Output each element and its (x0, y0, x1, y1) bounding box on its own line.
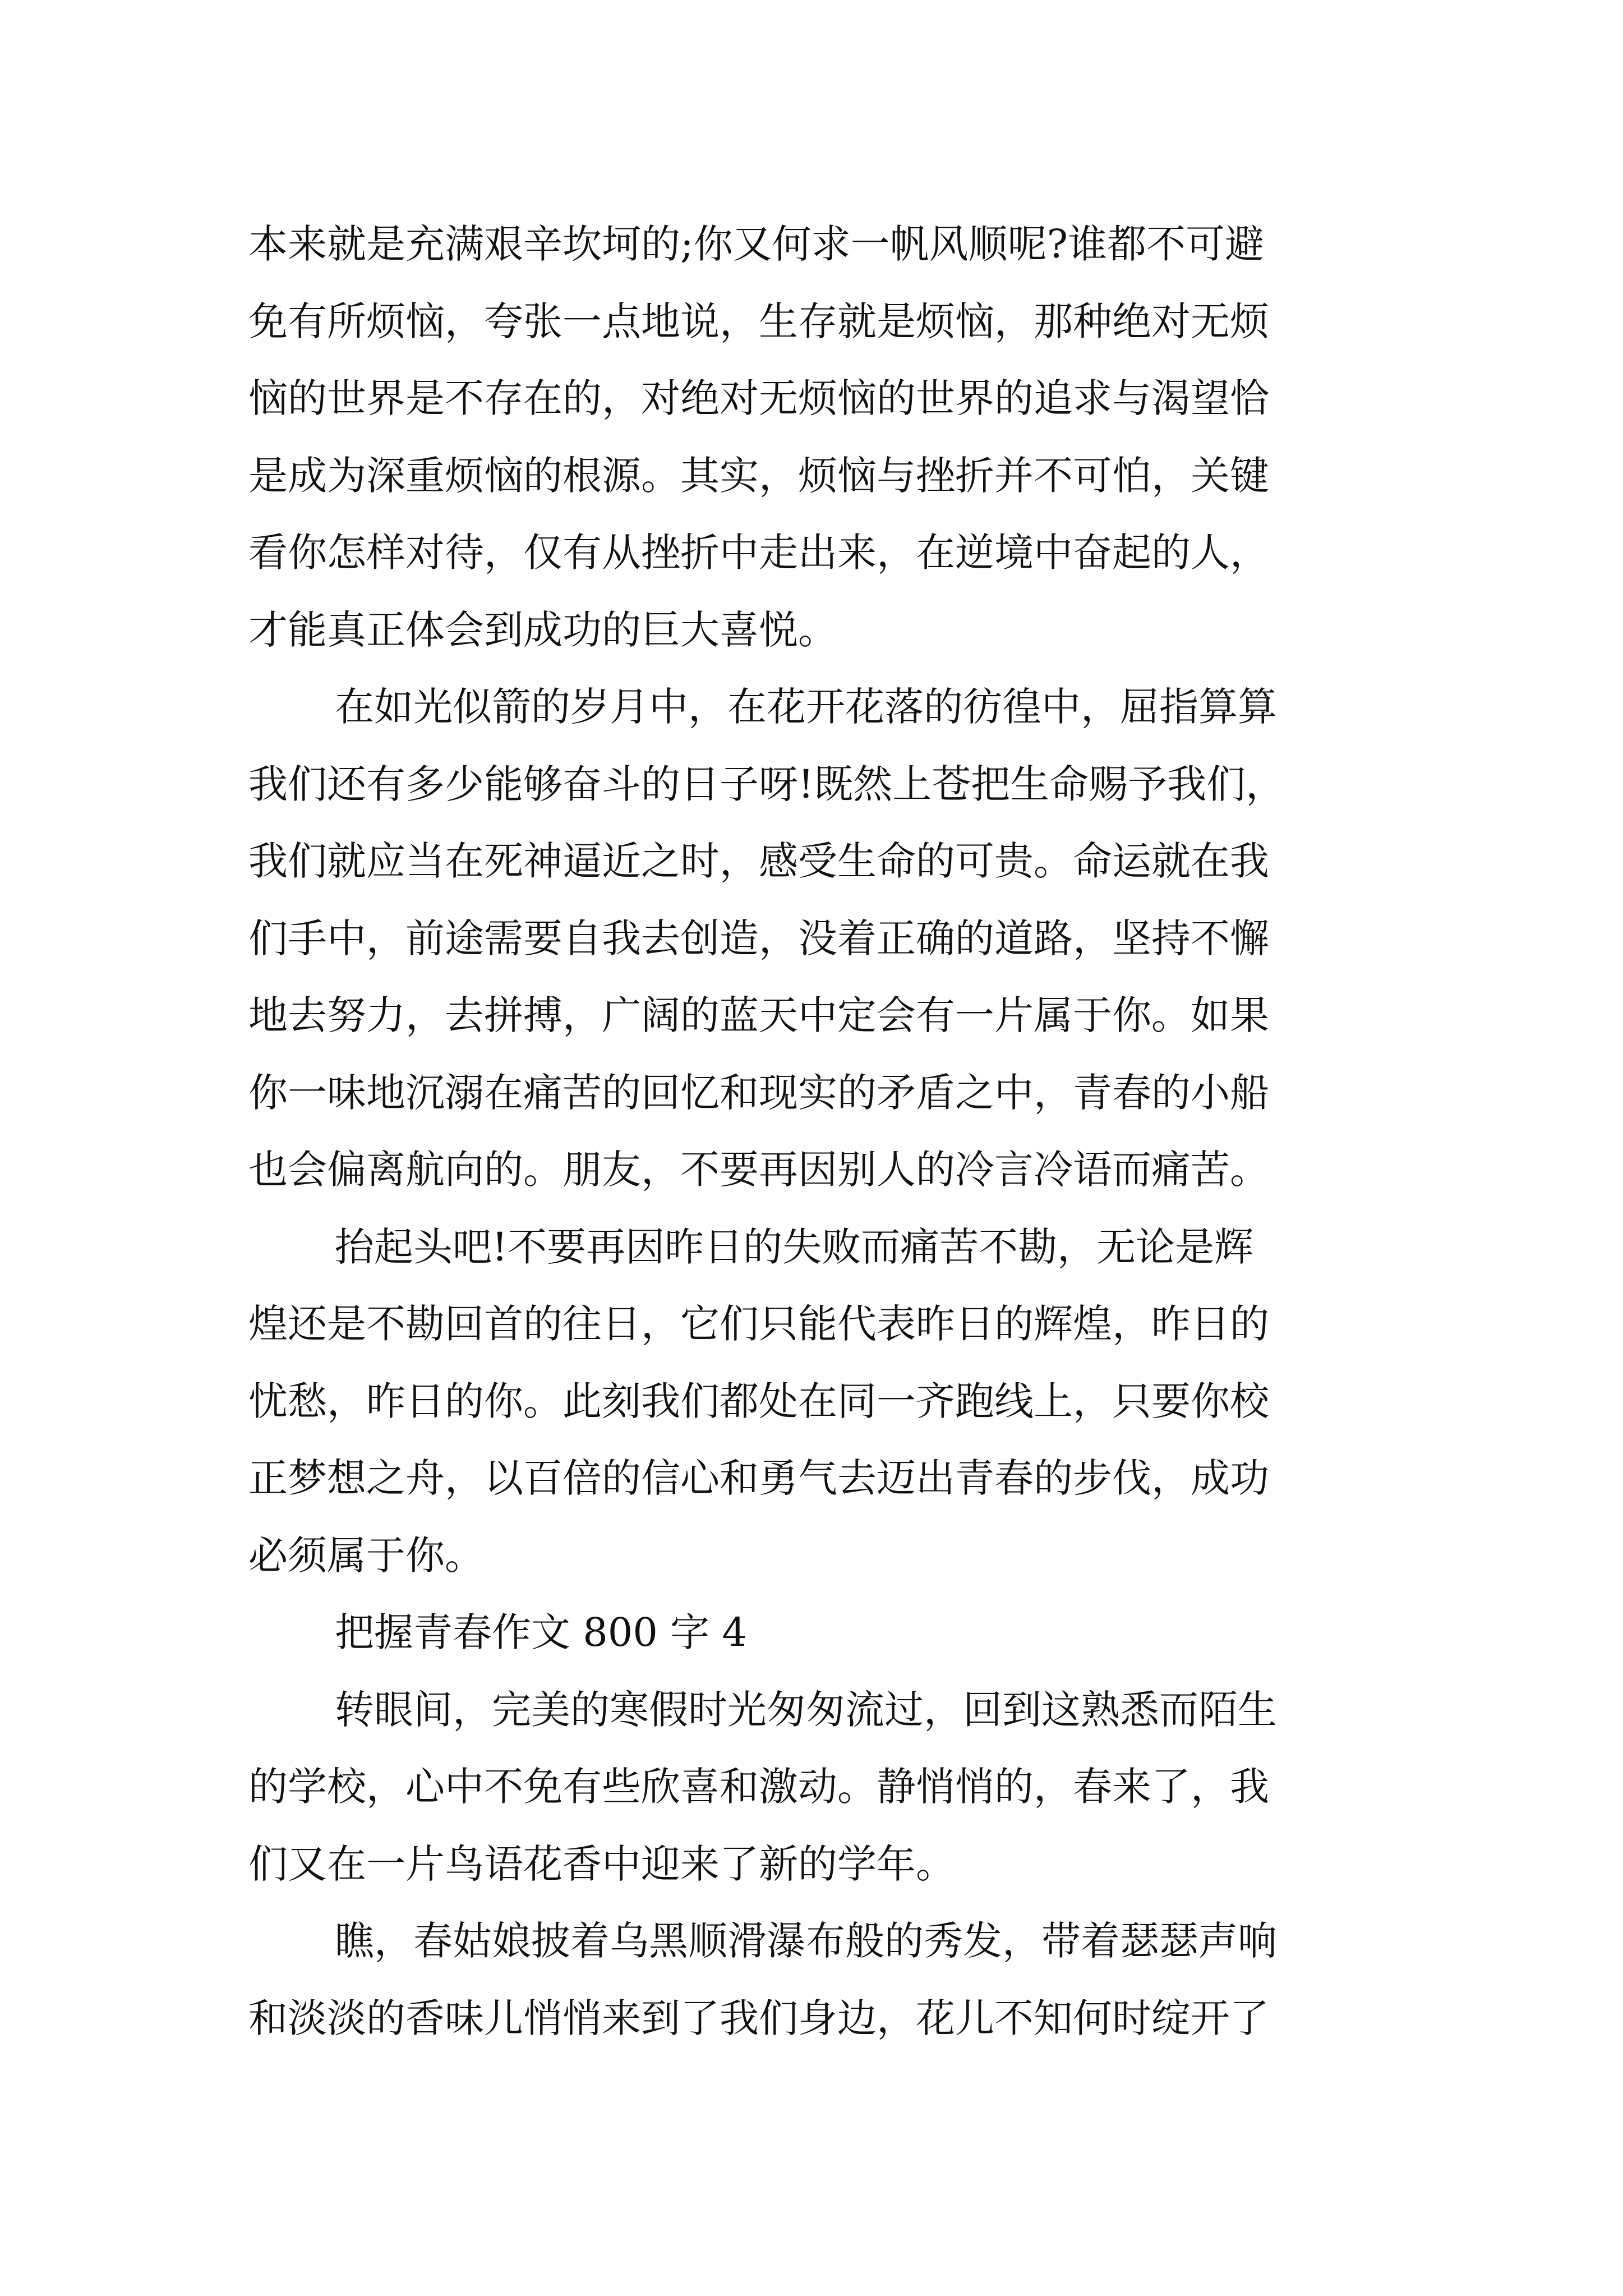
text-line: 和淡淡的香味儿悄悄来到了我们身边，花儿不知何时绽开了 (248, 1995, 1269, 2041)
text-line: 正梦想之舟，以百倍的信心和勇气去迈出青春的步伐，成功 (248, 1455, 1269, 1501)
text-line: 煌还是不勘回首的往日，它们只能代表昨日的辉煌，昨日的 (248, 1301, 1269, 1347)
text-line: 免有所烦恼，夸张一点地说，生存就是烦恼，那种绝对无烦 (248, 298, 1269, 344)
text-line: 才能真正体会到成功的巨大喜悦。 (248, 607, 837, 653)
text-line: 抬起头吧!不要再因昨日的失败而痛苦不勘，无论是辉 (335, 1224, 1254, 1270)
text-line: 在如光似箭的岁月中，在花开花落的彷徨中，屈指算算 (335, 684, 1277, 730)
text-line: 你一味地沉溺在痛苦的回忆和现实的矛盾之中，青春的小船 (248, 1070, 1269, 1116)
section-heading: 把握青春作文 800 字 4 (335, 1609, 747, 1655)
text-line: 恼的世界是不存在的，对绝对无烦恼的世界的追求与渴望恰 (248, 375, 1269, 421)
text-line: 瞧，春姑娘披着乌黑顺滑瀑布般的秀发，带着瑟瑟声响 (335, 1918, 1277, 1964)
text-line: 忧愁，昨日的你。此刻我们都处在同一齐跑线上，只要你校 (248, 1378, 1269, 1424)
text-line: 也会偏离航向的。朋友，不要再因别人的冷言冷语而痛苦。 (248, 1147, 1269, 1193)
text-line: 的学校，心中不免有些欣喜和激动。静悄悄的，春来了，我 (248, 1764, 1269, 1810)
text-line: 们手中，前途需要自我去创造，没着正确的道路，坚持不懈 (248, 915, 1269, 961)
text-line: 我们还有多少能够奋斗的日子呀!既然上苍把生命赐予我们， (248, 761, 1285, 807)
text-line: 是成为深重烦恼的根源。其实，烦恼与挫折并不可怕，关键 (248, 453, 1269, 499)
text-line: 转眼间，完美的寒假时光匆匆流过，回到这熟悉而陌生 (335, 1687, 1277, 1733)
text-line: 地去努力，去拼搏，广阔的蓝天中定会有一片属于你。如果 (248, 992, 1269, 1038)
text-line: 本来就是充满艰辛坎坷的;你又何求一帆风顺呢?谁都不可避 (248, 221, 1265, 267)
text-line: 们又在一片鸟语花香中迎来了新的学年。 (248, 1841, 955, 1887)
text-line: 必须属于你。 (248, 1533, 484, 1579)
text-line: 看你怎样对待，仅有从挫折中走出来，在逆境中奋起的人， (248, 530, 1269, 576)
text-line: 我们就应当在死神逼近之时，感受生命的可贵。命运就在我 (248, 838, 1269, 884)
